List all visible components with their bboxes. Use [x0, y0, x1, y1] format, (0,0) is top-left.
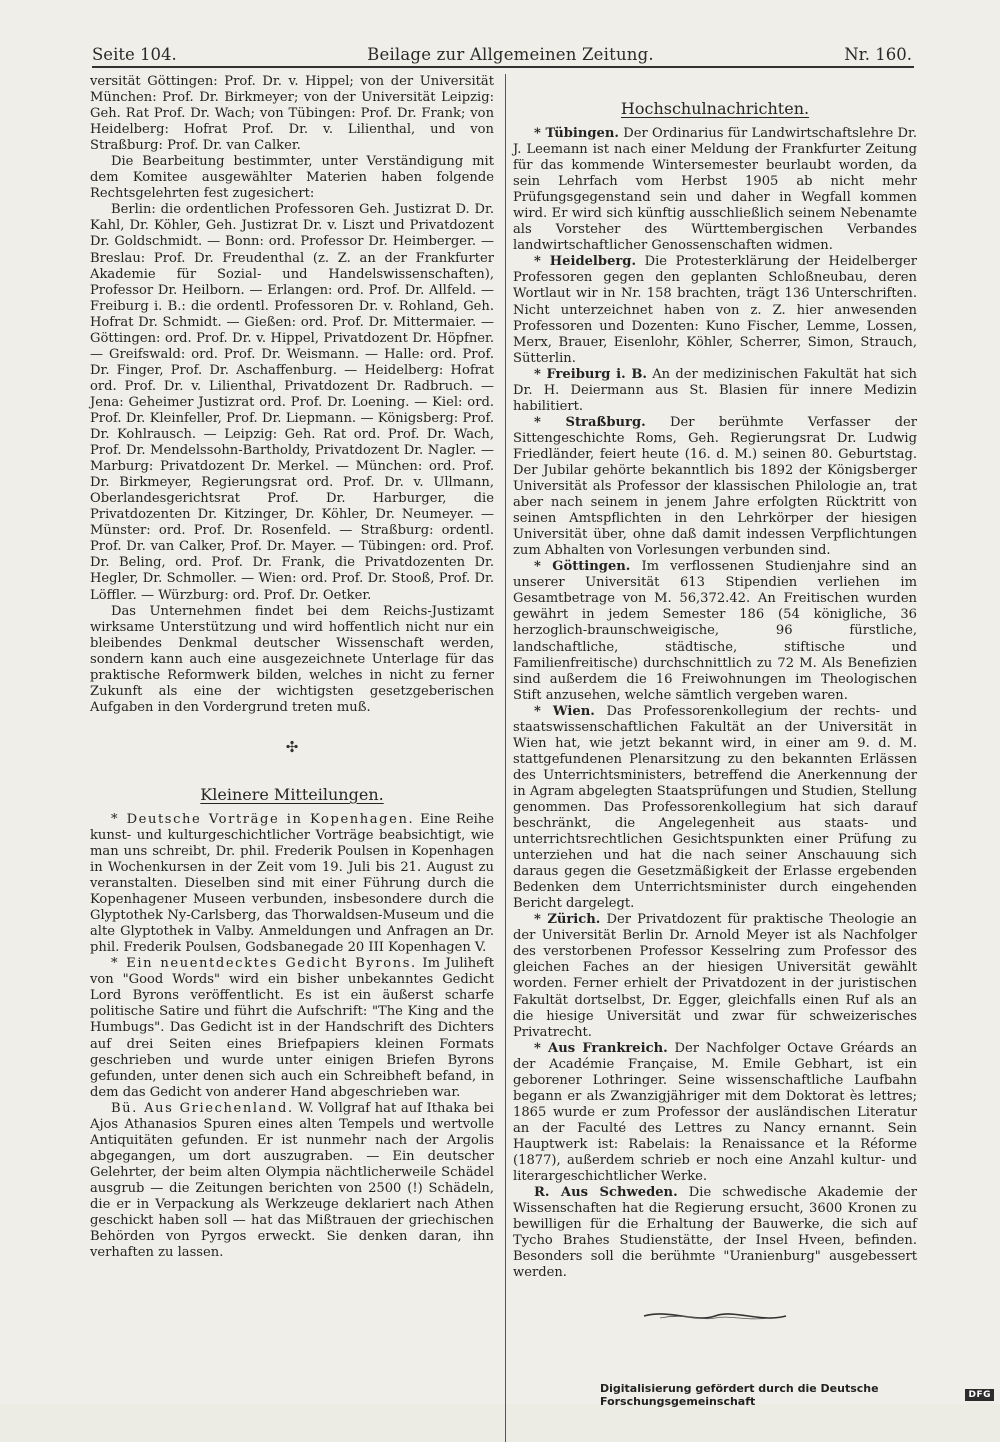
university-item [513, 1185, 917, 1281]
university-item-heading: * Zürich. [533, 912, 601, 928]
column-divider [505, 74, 506, 1442]
news-item-text: Eine Reihe kunst- und kulturgeschichtlicher Vorträge beabsichtigt, wie man uns schreibt, Dr. phil. Frederik Poulsen in Kopenhagen in Wochenkursen in der Zeit vom 19. Juli bis 21. August zu veranstalten. Dieselben sind mit einer Führung durch die Kopenhagener Museen verbunden, insbesondere durch die Glyptothek Ny-Carlsberg, das Thorwaldsen-Museum und die alte Glyptothek in Valby. Anmeldungen und Anfragen an Dr. phil. Frederik Poulsen, Godsbanegade 20 III Kopenhagen V. [90, 811, 494, 956]
news-item-heading: Bü. Aus Griechenland. [110, 1100, 294, 1116]
news-item-text: Im Juliheft von "Good Words" wird ein bisher unbekanntes Gedicht Lord Byrons veröffentlicht. Es ist ein äußerst scharfe politische Satire und führt die Aufschrift: "The King and the Humbugs". Das Gedicht ist in der Handschrift des Dichters auf drei Seiten eines Briefpapiers kleinen Formats geschrieben und wurde unter einigen Briefen Byrons gefunden, unter denen sich auch ein Schreibheft befand, in dem das Gedicht von anderer Hand abgeschrieben war. [90, 956, 494, 1100]
university-item [513, 912, 917, 1040]
university-item [513, 1041, 917, 1185]
news-item-heading: * Ein neuentdecktes Gedicht Byrons. [110, 956, 417, 972]
continuation-paragraph: Das Unternehmen findet bei dem Reichs-Justizamt wirksame Unterstützung und wird hoffentlich nicht nur ein bleibendes Denkmal deutscher Wissenschaft werden, sondern kann auch eine ausgezeichnete Unterlage für das praktische Reformwerk bilden, welches in nicht zu ferner Zukunft als eine der wichtigsten gesetzgeberischen Aufgaben in den Vordergrund treten muß. [90, 603, 494, 715]
continuation-paragraph: versität Göttingen: Prof. Dr. v. Hippel; von der Universität München: Prof. Dr. Birkmeyer; von der Universität Leipzig: Geh. Rat Prof. Dr. Wach; von Tübingen: Prof. Dr. Frank; von Heidelberg: Hofrat Prof. Dr. v. Lilienthal, und von Straßburg: Prof. Dr. van Calker. [90, 74, 494, 154]
section-title-kleinere-mitteilungen: Kleinere Mitteilungen. [200, 784, 384, 804]
university-item [513, 254, 917, 366]
university-item-heading: R. Aus Schweden. [533, 1185, 678, 1201]
university-item-text: Der Nachfolger Octave Gréards an der Académie Française, M. Emile Gebhart, ist ein geborener Lothringer. Seine wissenschaftliche Laufbahn begann er als Zwanzigjähriger mit dem Doktorat ès lettres; 1865 wurde er zum Professor der ausländischen Literatur an der Faculté des Lettres zu Nancy ernannt. Sein Hauptwerk ist: Rabelais: la Renaissance et la Réforme (1877), außerdem schrieb er noch eine Anzahl kultur- und literargeschichtlicher Werke. [513, 1040, 917, 1185]
header-rule [92, 66, 914, 68]
university-item-heading: * Göttingen. [533, 559, 631, 575]
news-item [90, 1101, 494, 1261]
closing-flourish [640, 1307, 790, 1325]
news-item [90, 956, 494, 1100]
university-item-text: Die Protesterklärung der Heidelberger Professoren gegen den geplanten Schloßneubau, deren Wortlaut wir in Nr. 158 brachten, trägt 136 Unterschriften. Nicht unterzeichnet haben von z. Z. hier anwesenden Professoren und Dozenten: Kuno Fischer, Lemme, Lossen, Merx, Brauer, Eisenlohr, Köhler, Scherrer, Simon, Strauch, Sütterlin. [513, 254, 917, 366]
right-column [513, 74, 917, 1325]
continuation-paragraph: Berlin: die ordentlichen Professoren Geh. Justizrat D. Dr. Kahl, Dr. Köhler, Geh. Justizrat Dr. v. Liszt und Privatdozent Dr. Goldschmidt. — Bonn: ord. Professor Dr. Heimberger. — Breslau: Prof. Dr. Freudenthal (z. Z. an der Frankfurter Akademie für Sozial- und Handelswissenschaften), Professor Dr. Heilborn. — Erlangen: ord. Prof. Dr. Allfeld. — Freiburg i. B.: die ordentl. Professoren Dr. v. Rohland, Geh. Hofrat Dr. Schmidt. — Gießen: ord. Prof. Dr. Mittermaier. — Göttingen: ord. Prof. Dr. v. Hippel, Privatdozent Dr. Höpfner. — Greifswald: ord. Prof. Dr. Weismann. — Halle: ord. Prof. Dr. Finger, Prof. Dr. Aschaffenburg. — Heidelberg: Hofrat ord. Prof. Dr. v. Lilienthal, Privatdozent Dr. Radbruch. — Jena: Geheimer Justizrat ord. Prof. Dr. Loening. — Kiel: ord. Prof. Dr. Kleinfeller, Prof. Dr. Liepmann. — Königsberg: Prof. Dr. Kohlrausch. — Leipzig: Geh. Rat ord. Prof. Dr. Wach, Prof. Dr. Mendelssohn-Bartholdy, Privatdozent Dr. Nagler. — Marburg: Privatdozent Dr. Merkel. — München: ord. Prof. Dr. Birkmeyer, Regierungsrat ord. Prof. Dr. v. Ullmann, Oberlandesgerichtsrat Prof. Dr. Harburger, die Privatdozenten Dr. Kitzinger, Dr. Köhler, Dr. Neumeyer. — Münster: ord. Prof. Dr. Rosenfeld. — Straßburg: ordentl. Prof. Dr. van Calker, Prof. Dr. Mayer. — Tübingen: ord. Prof. Dr. Beling, ord. Prof. Dr. Frank, die Privatdozenten Dr. Hegler, Dr. Schmoller. — Wien: ord. Prof. Dr. Stooß, Prof. Dr. Löffler. — Würzburg: ord. Prof. Dr. Oetker. [90, 202, 494, 603]
continuation-paragraph: Die Bearbeitung bestimmter, unter Verständigung mit dem Komitee ausgewählter Materien haben folgende Rechtsgelehrten fest zugesichert: [90, 154, 494, 202]
university-item-heading: * Freiburg i. B. [533, 366, 647, 382]
university-item [513, 367, 917, 415]
university-item-text: Die schwedische Akademie der Wissenschaften hat die Regierung ersucht, 3600 Kronen zu bewilligen für die Erhaltung der Bauwerke, die sich auf Tycho Brahes Studienstätte, der Insel Hveen, befinden. Besonders soll die berühmte "Uranienburg" ausgebessert werden. [513, 1185, 917, 1281]
page-header [92, 36, 912, 64]
university-item-heading: * Wien. [533, 703, 595, 719]
university-item-text: Der Privatdozent für praktische Theologie an der Universität Berlin Dr. Arnold Meyer ist als Nachfolger des verstorbenen Professor Kesselring zum Professor des gleichen Faches an der hiesigen Universität gewählt worden. Ferner erhielt der Privatdozent in der juristischen Fakultät dortselbst, Dr. Egger, gleichfalls einen Ruf als an die hiesige Universität und zwar für schweizerisches Privatrecht. [513, 912, 917, 1040]
dfg-logo: DFG [965, 1389, 994, 1401]
university-item-text: Der Ordinarius für Landwirtschaftslehre Dr. J. Leemann ist nach einer Meldung der Frankfurter Zeitung für das kommende Wintersemester beurlaubt worden, da sein Lehrfach vom Herbst 1905 ab nicht mehr Prüfungsgegenstand sein und daher in Wegfall kommen wird. Er wird sich künftig ausschließlich seinem Nebenamte als Vorsteher des Württembergischen Verbandes landwirtschaftlicher Genossenschaften widmen. [513, 126, 917, 254]
university-item-text: An der medizinischen Fakultät hat sich Dr. H. Deiermann aus St. Blasien für innere Medizin habilitiert. [513, 366, 917, 414]
university-item-text: Im verflossenen Studienjahre sind an unserer Universität 613 Stipendien verliehen im Gesamtbetrage von M. 56,372.42. An Freitischen wurden gewährt in jedem Semester 186 (54 königliche, 36 herzoglich-braunschweigische, 96 fürstliche, landschaftliche, städtische, stiftische und Familienfreitische) durchschnittlich zu 72 M. Als Benefizien sind außerdem die 16 Freiwohnungen im Theologischen Stift anzusehen, welche sämtlich vergeben waren. [513, 559, 917, 703]
university-item [513, 704, 917, 913]
page-number: Seite 104. [92, 45, 177, 64]
university-item-heading: * Tübingen. [533, 126, 619, 141]
section-title-hochschulnachrichten: Hochschulnachrichten. [620, 99, 810, 118]
university-item [513, 559, 917, 703]
university-item-text: Der berühmte Verfasser der Sittengeschichte Roms, Geh. Regierungsrat Dr. Ludwig Friedländer, feiert heute (16. d. M.) seinen 80. Geburtstag. Der Jubilar gehörte bekanntlich bis 1892 der Königsberger Universität als Professor der klassischen Philologie an, trat aber nach seinem in jenem Jahre erfolgten Rücktritt von seinen Amtspflichten in den Lehrkörper der hiesigen Universität über, ohne daß damit indessen Verpflichtungen zum Abhalten von Vorlesungen verbunden sind. [513, 414, 917, 559]
university-item [513, 415, 917, 559]
separator-ornament: ✣ [285, 737, 299, 756]
footer-credit: Digitalisierung gefördert durch die Deutsche Forschungsgemeinschaft [600, 1382, 879, 1408]
university-item-heading: * Aus Frankreich. [533, 1040, 668, 1056]
left-column [90, 74, 494, 1261]
university-item-text: Das Professorenkollegium der rechts- und staatswissenschaftlichen Fakultät an der Universität in Wien hat, wie jetzt bekannt wird, in einer am 9. d. M. stattgefundenen Plenarsitzung zu den bekannten Erlässen des Unterrichtsministers, betreffend die Anerkennung der in Agram abgelegten Staatsprüfungen und Studien, Stellung genommen. Das Professorenkollegium hat sich darauf beschränkt, die Angelegenheit aus staats- und unterrichtsrechtlichen Gesichtspunkten einer Prüfung zu unterziehen und hat die nach seiner Anschauung sich daraus gegen die Gesetzmäßigkeit der Erlasse ergebenden Bedenken dem Unterrichtsminister durch eingehenden Bericht dargelegt. [513, 703, 917, 912]
issue-number: Nr. 160. [844, 45, 912, 64]
news-item-heading: * Deutsche Vorträge in Kopenhagen. [110, 811, 415, 827]
university-item [513, 126, 917, 254]
publication-title: Beilage zur Allgemeinen Zeitung. [367, 45, 654, 64]
university-item-heading: * Heidelberg. [533, 254, 637, 270]
news-item-text: W. Vollgraf hat auf Ithaka bei Ajos Athanasios Spuren eines alten Tempels und wertvolle Antiquitäten gefunden. Er ist nunmehr nach der Argolis abgegangen, um dort auszugraben. — Ein deutscher Gelehrter, der beim alten Olympia nächtlicherweile Schädel ausgrub — die Zeitungen berichten von 2500 (!) Schädeln, die er in Verpackung als Werkzeuge deklariert nach Athen geschickt haben soll — hat das Mißtrauen der griechischen Behörden von Pyrgos erweckt. Sie denken daran, ihn verhaften zu lassen. [90, 1100, 494, 1261]
news-item [90, 812, 494, 956]
digitization-footer [600, 1382, 1000, 1408]
university-item-heading: * Straßburg. [533, 414, 646, 430]
